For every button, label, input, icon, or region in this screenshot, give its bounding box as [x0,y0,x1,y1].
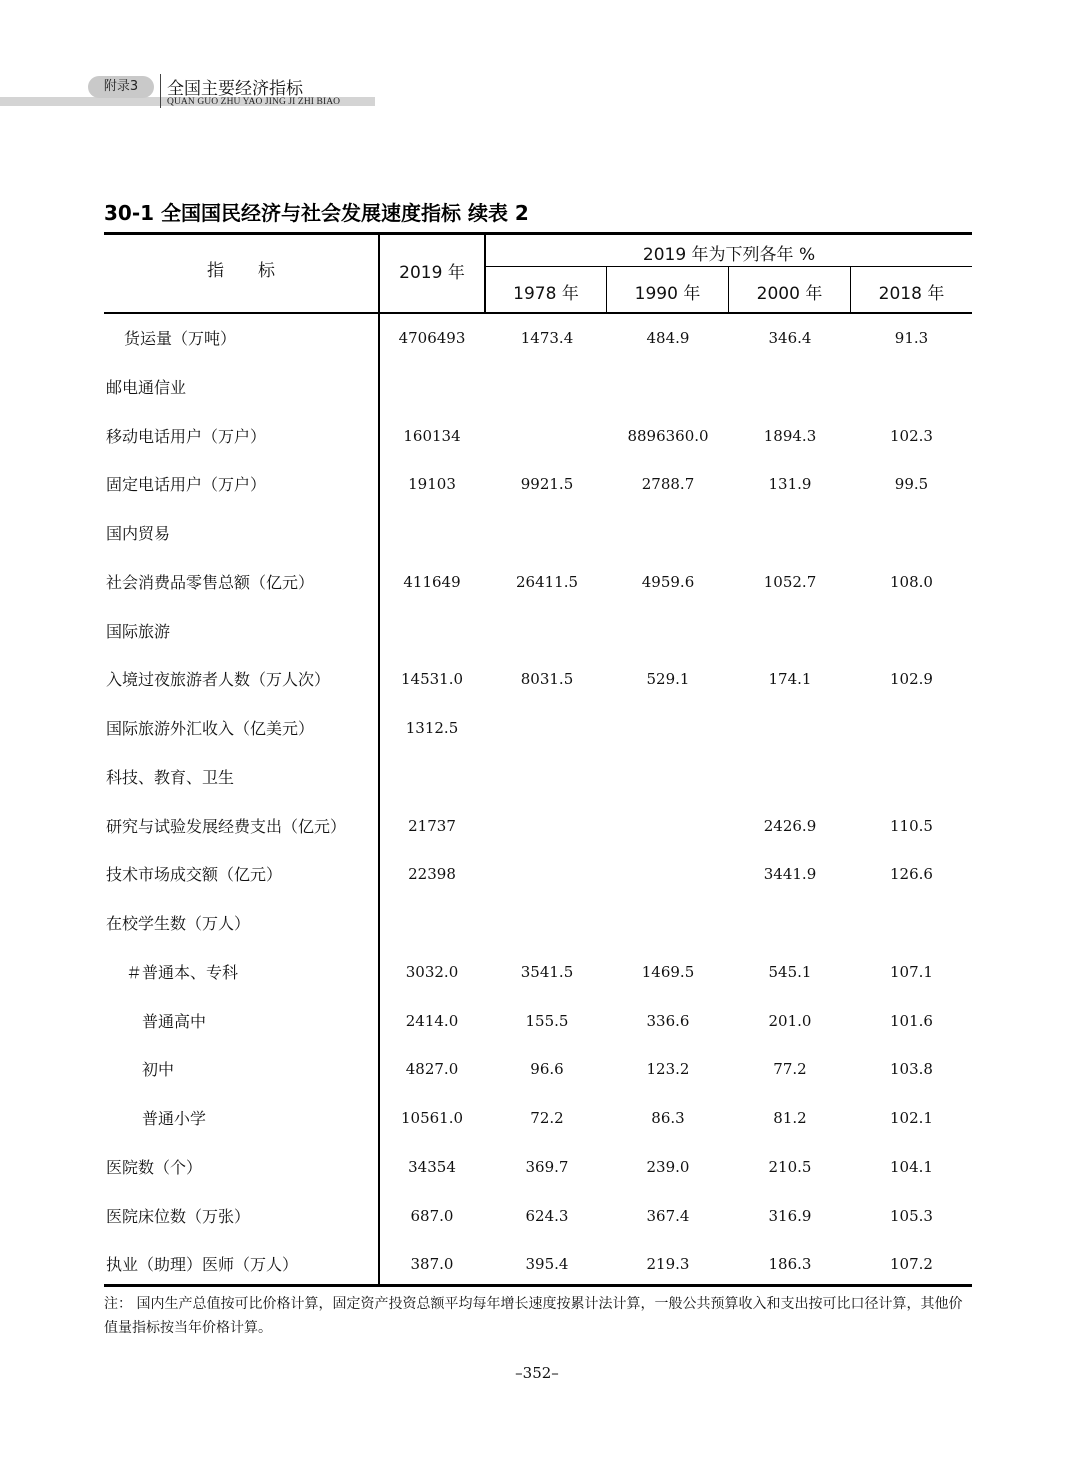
row-label: 医院数（个） [106,1157,203,1177]
row-value: 395.4 [525,1255,569,1274]
row-value: 14531.0 [400,670,464,689]
table-row [104,1045,972,1094]
row-value: 101.6 [890,1011,933,1030]
table-note: 注： 国内生产总值按可比价格计算，固定资产投资总额平均每年增长速度按累计法计算，一般公共预算收入和支出按可比口径计算，其他价值量指标按当年价格计算。 [104,1296,963,1336]
row-value: 1312.5 [405,719,459,737]
row-label: 科技、教育、卫生 [106,767,235,787]
row-value: 81.2 [773,1109,807,1127]
row-label: 国内贸易 [106,524,171,543]
table-row [104,1143,972,1192]
header-indicator: 指 标 [207,261,275,281]
row-label: 移动电话用户（万户） [106,426,267,446]
table-row [104,753,972,802]
row-value: 4959.6 [641,572,695,591]
header-group: 2019 年为下列各年 % [642,245,816,265]
row-value: 3541.5 [520,962,574,981]
row-value: 9921.5 [520,475,574,494]
row-value: 186.3 [768,1255,812,1274]
row-value: 104.1 [890,1157,933,1176]
row-value: 174.1 [768,670,812,689]
row-value: 99.5 [894,475,929,494]
header-base-year: 2019 年 [399,263,465,283]
table-row [104,1192,972,1241]
row-label: 在校学生数（万人） [106,914,251,933]
row-value: 123.2 [646,1060,690,1079]
row-value: 411649 [403,572,461,591]
row-label: 普通高中 [142,1011,207,1031]
row-value: 316.9 [768,1206,812,1225]
header-divider [160,74,161,108]
row-value: 687.0 [410,1206,454,1225]
row-value: 160134 [403,426,461,445]
row-value: 126.6 [890,865,933,884]
table-row [104,363,972,412]
row-label: 货运量（万吨） [124,329,237,348]
table-title: 30-1 全国国民经济与社会发展速度指标 续表 2 [104,201,529,225]
row-value: 108.0 [890,572,933,591]
row-value: 624.3 [525,1206,569,1225]
row-value: 545.1 [768,962,812,981]
table-row [104,607,972,656]
row-value: 19103 [408,475,456,494]
row-value: 4827.0 [405,1060,459,1079]
row-value: 484.9 [646,329,690,347]
page-number: –352– [515,1364,559,1382]
row-value: 1469.5 [641,962,695,981]
header-year-2000: 2000 年 [756,284,823,304]
row-value: 1473.4 [520,329,574,347]
row-value: 91.3 [894,329,929,347]
row-value: 346.4 [768,329,812,347]
table-row [104,1240,972,1289]
header-year-1978: 1978 年 [513,284,579,304]
row-value: 103.8 [890,1060,933,1079]
row-value: 369.7 [525,1157,569,1176]
row-value: 155.5 [525,1011,569,1030]
row-value: 102.1 [890,1109,933,1127]
row-value: 336.6 [646,1011,690,1030]
row-value: 107.2 [890,1255,933,1274]
row-value: 387.0 [410,1255,454,1274]
row-label: 邮电通信业 [106,377,187,397]
row-label: 技术市场成交额（亿元） [106,865,283,885]
row-label: 初中 [142,1060,175,1080]
row-value: 86.3 [651,1109,685,1127]
table-row [104,655,972,704]
table-row [104,460,972,509]
row-label: 国际旅游外汇收入（亿美元） [106,719,315,738]
row-label: 普通小学 [142,1109,207,1128]
row-value: 22398 [408,865,456,884]
row-value: 201.0 [768,1011,812,1030]
row-label: 社会消费品零售总额（亿元） [106,572,315,592]
table-row [104,509,972,558]
row-label: 医院床位数（万张） [106,1206,251,1226]
row-label: 固定电话用户（万户） [106,475,267,495]
row-value: 239.0 [646,1157,690,1176]
row-value: 2426.9 [763,816,817,835]
row-value: 3441.9 [763,865,817,884]
row-value: 21737 [408,816,456,835]
row-value: 26411.5 [515,572,579,591]
table-row [104,899,972,948]
row-value: 2414.0 [405,1011,459,1030]
row-value: 3032.0 [405,962,459,981]
row-label: 研究与试验发展经费支出（亿元） [106,816,347,836]
table-row [104,1094,972,1143]
row-value: 4706493 [398,329,466,347]
row-value: 72.2 [530,1109,564,1127]
table-top-rule [104,232,972,235]
row-value: 8896360.0 [627,426,709,445]
row-value: 8031.5 [520,670,574,689]
row-value: 2788.7 [641,475,695,494]
row-label: ＃普通本、专科 [126,962,239,982]
row-value: 131.9 [768,475,812,494]
row-value: 1894.3 [763,426,817,445]
row-value: 210.5 [768,1157,812,1176]
row-value: 96.6 [530,1060,564,1079]
table-row [104,412,972,461]
row-value: 107.1 [890,962,933,981]
row-label: 执业（助理）医师（万人） [106,1255,299,1275]
header-title: 全国主要经济指标 [167,79,303,99]
table-row [104,850,972,899]
row-value: 34354 [408,1157,456,1176]
appendix-tab: 附录3 [88,76,154,98]
row-value: 367.4 [646,1206,690,1225]
row-value: 529.1 [646,670,690,689]
table-row [104,948,972,997]
table-row [104,558,972,607]
row-value: 105.3 [890,1206,933,1225]
row-value: 10561.0 [400,1109,464,1127]
header-year-1990: 1990 年 [634,284,701,304]
row-value: 219.3 [646,1255,690,1274]
row-value: 110.5 [890,816,933,835]
row-value: 77.2 [773,1060,807,1079]
row-label: 国际旅游 [106,621,171,641]
row-value: 102.9 [890,670,933,689]
table-row [104,704,972,753]
table-row [104,802,972,851]
table-row [104,997,972,1046]
row-value: 1052.7 [763,572,817,591]
header-year-2018: 2018 年 [878,284,945,304]
row-value: 102.3 [890,426,933,445]
table-row [104,314,972,363]
row-label: 入境过夜旅游者人数（万人次） [106,670,331,690]
header-subtitle: QUAN GUO ZHU YAO JING JI ZHI BIAO [167,97,341,107]
